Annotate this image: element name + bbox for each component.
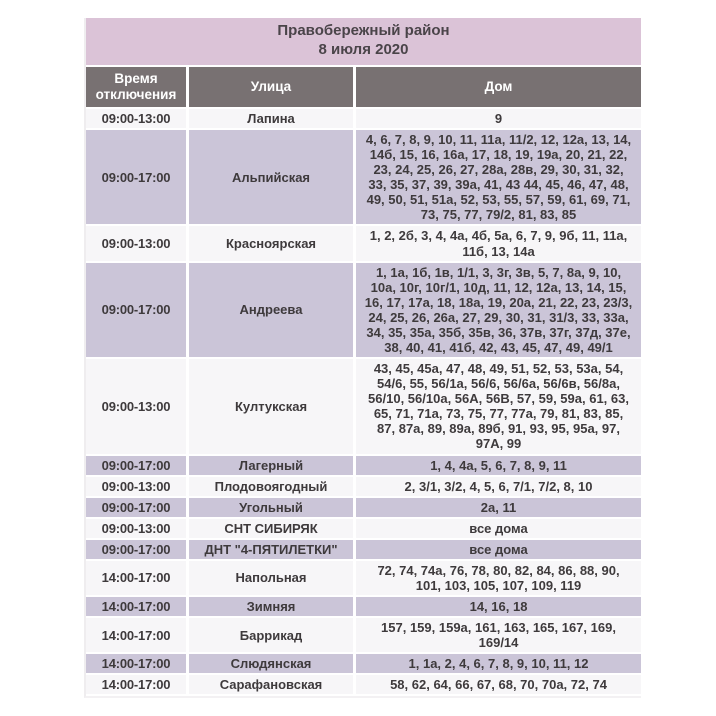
outage-time-cell: 09:00-17:00 (86, 498, 189, 519)
houses-cell: 9 (356, 109, 641, 130)
outage-time-cell: 09:00-17:00 (86, 130, 189, 226)
outage-time-cell: 09:00-13:00 (86, 519, 189, 540)
outage-time-cell: 14:00-17:00 (86, 561, 189, 597)
street-cell: Зимняя (189, 597, 356, 618)
date-subtitle: 8 июля 2020 (318, 40, 409, 58)
houses-cell: 1, 1а, 2, 4, 6, 7, 8, 9, 10, 11, 12 (356, 654, 641, 675)
houses-cell: 2а, 11 (356, 498, 641, 519)
table-row (86, 561, 641, 597)
title-row (86, 18, 641, 67)
table-row (86, 226, 641, 262)
table-row (86, 654, 641, 675)
street-cell: Баррикад (189, 618, 356, 654)
table-row (86, 540, 641, 561)
street-cell: Плодовоягодный (189, 477, 356, 498)
outage-time-cell: 09:00-13:00 (86, 477, 189, 498)
outage-time-cell: 09:00-13:00 (86, 226, 189, 262)
outage-time-cell: 09:00-17:00 (86, 263, 189, 359)
outage-time-cell: 09:00-17:00 (86, 540, 189, 561)
street-cell: Красноярская (189, 226, 356, 262)
outage-time-cell: 14:00-17:00 (86, 597, 189, 618)
column-header-time: Время отключения (86, 67, 189, 109)
table-row (86, 359, 641, 455)
table-row (86, 456, 641, 477)
table-row (86, 597, 641, 618)
houses-cell: все дома (356, 540, 641, 561)
outage-time-cell: 09:00-13:00 (86, 109, 189, 130)
street-cell: ДНТ "4-ПЯТИЛЕТКИ" (189, 540, 356, 561)
outage-time-cell: 14:00-17:00 (86, 618, 189, 654)
street-cell: СНТ СИБИРЯК (189, 519, 356, 540)
street-cell: Лагерный (189, 456, 356, 477)
column-header-row (86, 67, 641, 109)
table-row (86, 498, 641, 519)
table-row (86, 109, 641, 130)
street-cell: Сарафановская (189, 675, 356, 696)
outage-time-cell: 14:00-17:00 (86, 675, 189, 696)
outage-time-cell: 14:00-17:00 (86, 654, 189, 675)
district-title: Правобережный район (277, 22, 450, 39)
street-cell: Напольная (189, 561, 356, 597)
street-cell: Слюдянская (189, 654, 356, 675)
column-header-street: Улица (189, 67, 356, 109)
column-header-house: Дом (356, 67, 641, 109)
street-cell: Андреева (189, 263, 356, 359)
houses-cell: 43, 45, 45а, 47, 48, 49, 51, 52, 53, 53а, 54, 54/6, 55, 56/1а, 56/6, 56/6а, 56/6в, 56/8а, 56/10, 56/10а, 56А, 56В, 57, 59, 59а, 61, 63, 65, 71, 71а, 73, 75, 77, 77а, 79, 81, 83, 85, 87, 87а, 89, 89а, 89б, 91, 93, 95, 95а, 97, 97А, 99 (356, 359, 641, 455)
street-cell: Лапина (189, 109, 356, 130)
street-cell: Култукская (189, 359, 356, 455)
houses-cell: 157, 159, 159а, 161, 163, 165, 167, 169, 169/14 (356, 618, 641, 654)
outage-schedule-table-wrap (84, 18, 639, 698)
schedule-rows (86, 109, 641, 697)
table-title (86, 18, 641, 67)
table-row (86, 477, 641, 498)
houses-cell: 72, 74, 74а, 76, 78, 80, 82, 84, 86, 88, 90, 101, 103, 105, 107, 109, 119 (356, 561, 641, 597)
table-row (86, 263, 641, 359)
table-row (86, 675, 641, 696)
table-row (86, 618, 641, 654)
houses-cell: 1, 2, 2б, 3, 4, 4а, 4б, 5а, 6, 7, 9, 9б, 11, 11а, 11б, 13, 14а (356, 226, 641, 262)
houses-cell: 58, 62, 64, 66, 67, 68, 70, 70а, 72, 74 (356, 675, 641, 696)
houses-cell: все дома (356, 519, 641, 540)
table-row (86, 519, 641, 540)
outage-time-cell: 09:00-17:00 (86, 456, 189, 477)
houses-cell: 14, 16, 18 (356, 597, 641, 618)
street-cell: Угольный (189, 498, 356, 519)
houses-cell: 4, 6, 7, 8, 9, 10, 11, 11а, 11/2, 12, 12а, 13, 14, 14б, 15, 16, 16а, 17, 18, 19, 19а, 20, 21, 22, 23, 24, 25, 26, 27, 28а, 28в, 29, 30, 31, 32, 33, 35, 37, 39, 39а, 41, 43 44, 45, 46, 47, 48, 49, 50, 51, 51а, 52, 53, 55, 57, 59, 61, 69, 71, 73, 75, 77, 79/2, 81, 83, 85 (356, 130, 641, 226)
street-cell: Альпийская (189, 130, 356, 226)
outage-time-cell: 09:00-13:00 (86, 359, 189, 455)
table-row (86, 130, 641, 226)
outage-schedule-table (84, 18, 641, 698)
houses-cell: 1, 4, 4а, 5, 6, 7, 8, 9, 11 (356, 456, 641, 477)
houses-cell: 1, 1а, 1б, 1в, 1/1, 3, 3г, 3в, 5, 7, 8а, 9, 10, 10а, 10г, 10г/1, 10д, 11, 12, 12а, 13, 14, 15, 16, 17, 17а, 18, 18а, 19, 20а, 21, 22, 23, 23/3, 24, 25, 26, 26а, 27, 29, 30, 31, 31/3, 33, 33а, 34, 35, 35а, 35б, 35в, 36, 37в, 37г, 37д, 37е, 38, 40, 41, 41б, 42, 43, 45, 47, 49, 49/1 (356, 263, 641, 359)
houses-cell: 2, 3/1, 3/2, 4, 5, 6, 7/1, 7/2, 8, 10 (356, 477, 641, 498)
